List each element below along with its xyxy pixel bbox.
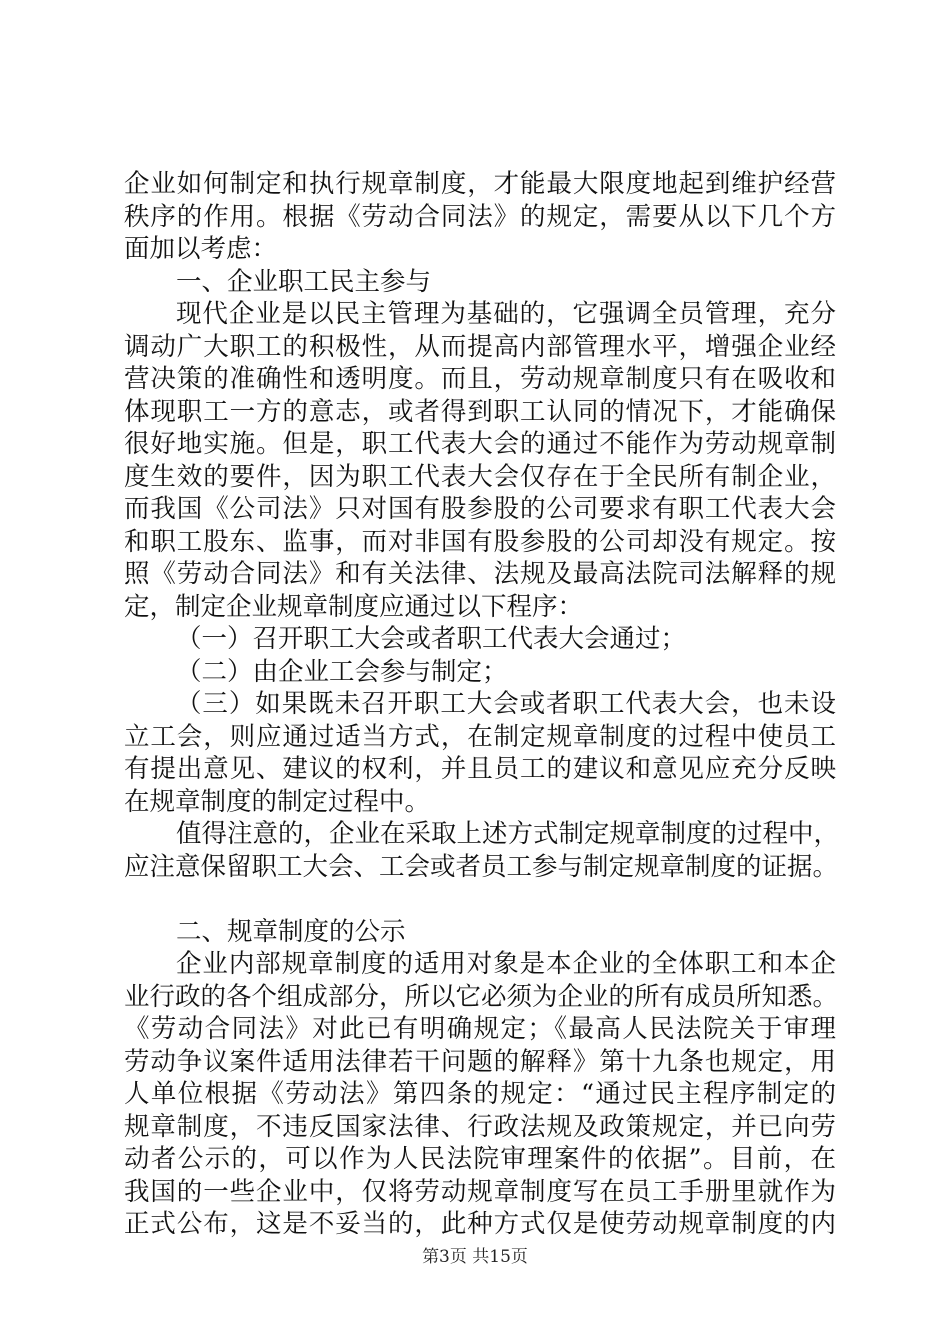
text-line: 一、企业职工民主参与 (176, 266, 432, 297)
text-line: 《劳动合同法》对此已有明确规定；《最高人民法院关于审理 (124, 1014, 836, 1044)
blank-line (124, 883, 836, 916)
text-line: 现代企业是以民主管理为基础的，它强调全员管理，充分 (176, 299, 836, 329)
text-line: 营决策的准确性和透明度。而且，劳动规章制度只有在吸收和 (124, 364, 836, 394)
text-line: 我国的一些企业中，仅将劳动规章制度写在员工手册里就作为 (124, 1176, 836, 1207)
document-body (124, 168, 840, 1241)
text-line: 二、规章制度的公示 (176, 916, 406, 947)
text-line: 而我国《公司法》只对国有股参股的公司要求有职工代表大会 (124, 494, 836, 524)
text-line: 调动广大职工的积极性，从而提高内部管理水平，增强企业经 (124, 331, 836, 362)
text-line: 和职工股东、监事，而对非国有股参股的公司却没有规定。按 (124, 526, 836, 557)
text-line: 人单位根据《劳动法》第四条的规定：“通过民主程序制定的 (124, 1079, 836, 1109)
text-line: 应注意保留职工大会、工会或者员工参与制定规章制度的证据。 (124, 851, 839, 882)
text-line: 业行政的各个组成部分，所以它必须为企业的所有成员所知悉。 (124, 981, 839, 1012)
text-line: 正式公布，这是不妥当的，此种方式仅是使劳动规章制度的内 (124, 1209, 836, 1239)
text-line: 企业如何制定和执行规章制度，才能最大限度地起到维护经营 (124, 169, 836, 199)
text-line: 定，制定企业规章制度应通过以下程序： (124, 591, 584, 622)
text-line: 值得注意的，企业在采取上述方式制定规章制度的过程中， (176, 819, 840, 849)
text-line: 劳动争议案件适用法律若干问题的解释》第十九条也规定，用 (124, 1046, 836, 1077)
text-line: 企业内部规章制度的适用对象是本企业的全体职工和本企 (176, 949, 836, 979)
text-line: 在规章制度的制定过程中。 (124, 786, 431, 817)
page-footer: 第3页 共15页 (422, 1247, 528, 1267)
text-line: 有提出意见、建议的权利，并且员工的建议和意见应充分反映 (124, 754, 836, 784)
text-line: 度生效的要件，因为职工代表大会仅存在于全民所有制企业， (124, 461, 836, 492)
text-line: 秩序的作用。根据《劳动合同法》的规定，需要从以下几个方 (124, 201, 836, 232)
text-line: 规章制度，不违反国家法律、行政法规及政策规定，并已向劳 (124, 1111, 836, 1142)
text-line: 照《劳动合同法》和有关法律、法规及最高法院司法解释的规 (124, 559, 836, 589)
text-line: 立工会，则应通过适当方式，在制定规章制度的过程中使员工 (124, 721, 836, 752)
text-line: 体现职工一方的意志，或者得到职工认同的情况下，才能确保 (124, 396, 836, 427)
text-line: （三）如果既未召开职工大会或者职工代表大会，也未设 (176, 689, 836, 719)
text-line: （一）召开职工大会或者职工代表大会通过； (176, 624, 687, 654)
text-line: （二）由企业工会参与制定； (176, 656, 508, 687)
text-line: 动者公示的，可以作为人民法院审理案件的依据”。目前，在 (124, 1144, 836, 1174)
text-line: 很好地实施。但是，职工代表大会的通过不能作为劳动规章制 (124, 429, 836, 459)
text-line: 面加以考虑： (124, 234, 278, 264)
